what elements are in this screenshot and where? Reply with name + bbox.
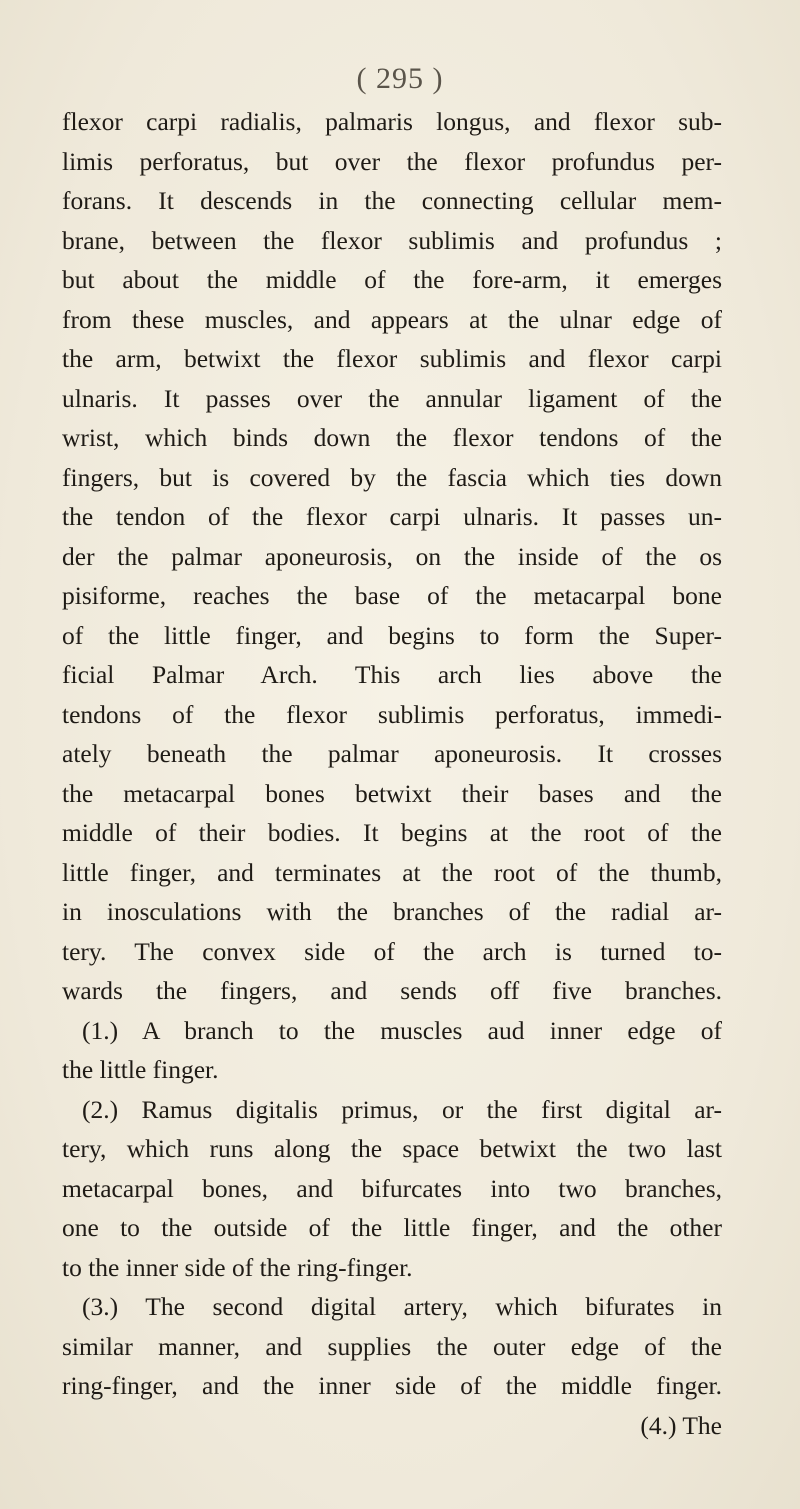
text-line: little finger, and terminates at the root of the thumb, bbox=[62, 857, 722, 887]
text-line: but about the middle of the fore-arm, it emerges bbox=[62, 265, 722, 294]
text-line: tery, which runs along the space betwixt the two last bbox=[62, 1134, 722, 1163]
text-line: ring-finger, and the inner side of the middle finger. bbox=[62, 1371, 722, 1400]
text-line: ately beneath the palmar aponeurosis. It crosses bbox=[62, 739, 722, 768]
text-line: brane, between the flexor sublimis and profundus ; bbox=[62, 225, 722, 255]
text-line: forans. It descends in the connecting cellular mem- bbox=[62, 186, 722, 215]
body-text bbox=[62, 102, 722, 1445]
text-line: (1.) A branch to the muscles aud inner edge of bbox=[82, 1015, 722, 1045]
text-line: of the little finger, and begins to form the Super- bbox=[62, 620, 722, 650]
text-line: ficial Palmar Arch. This arch lies above the bbox=[62, 660, 722, 689]
text-line: fingers, but is covered by the fascia which ties down bbox=[62, 462, 722, 492]
text-line: from these muscles, and appears at the ulnar edge of bbox=[62, 304, 722, 334]
text-line: the tendon of the flexor carpi ulnaris. It passes un- bbox=[62, 502, 722, 531]
text-line: the metacarpal bones betwixt their bases and the bbox=[62, 778, 722, 808]
text-line: the little finger. bbox=[62, 1055, 219, 1084]
page-number: ( 295 ) bbox=[356, 62, 444, 95]
text-line: (3.) The second digital artery, which bifurates in bbox=[82, 1292, 722, 1321]
text-line: ulnaris. It passes over the annular ligament of the bbox=[62, 383, 722, 413]
text-line: tendons of the flexor sublimis perforatus, immedi- bbox=[62, 699, 722, 729]
text-line: tery. The convex side of the arch is turned to- bbox=[62, 936, 722, 966]
text-line: similar manner, and supplies the outer edge of the bbox=[62, 1331, 722, 1361]
text-line: to the inner side of the ring-finger. bbox=[62, 1252, 413, 1282]
text-line: the arm, betwixt the flexor sublimis and flexor carpi bbox=[62, 344, 722, 373]
text-line: der the palmar aponeurosis, on the inside of the os bbox=[62, 541, 722, 571]
text-line: wrist, which binds down the flexor tendons of the bbox=[62, 423, 722, 452]
text-line: metacarpal bones, and bifurcates into two branches, bbox=[62, 1173, 722, 1203]
text-line: pisiforme, reaches the base of the metacarpal bone bbox=[62, 581, 722, 610]
text-line: flexor carpi radialis, palmaris longus, and flexor sub- bbox=[62, 107, 722, 136]
text-line: middle of their bodies. It begins at the root of the bbox=[62, 818, 722, 847]
text-line: (2.) Ramus digitalis primus, or the first digital ar- bbox=[82, 1094, 722, 1124]
text-line: one to the outside of the little finger, and the other bbox=[62, 1213, 722, 1242]
catchword: (4.) The bbox=[640, 1410, 722, 1440]
text-line: wards the fingers, and sends off five branches. bbox=[62, 976, 722, 1005]
text-line: in inosculations with the branches of the radial ar- bbox=[62, 897, 722, 926]
text-line: limis perforatus, but over the flexor profundus per- bbox=[62, 146, 722, 176]
